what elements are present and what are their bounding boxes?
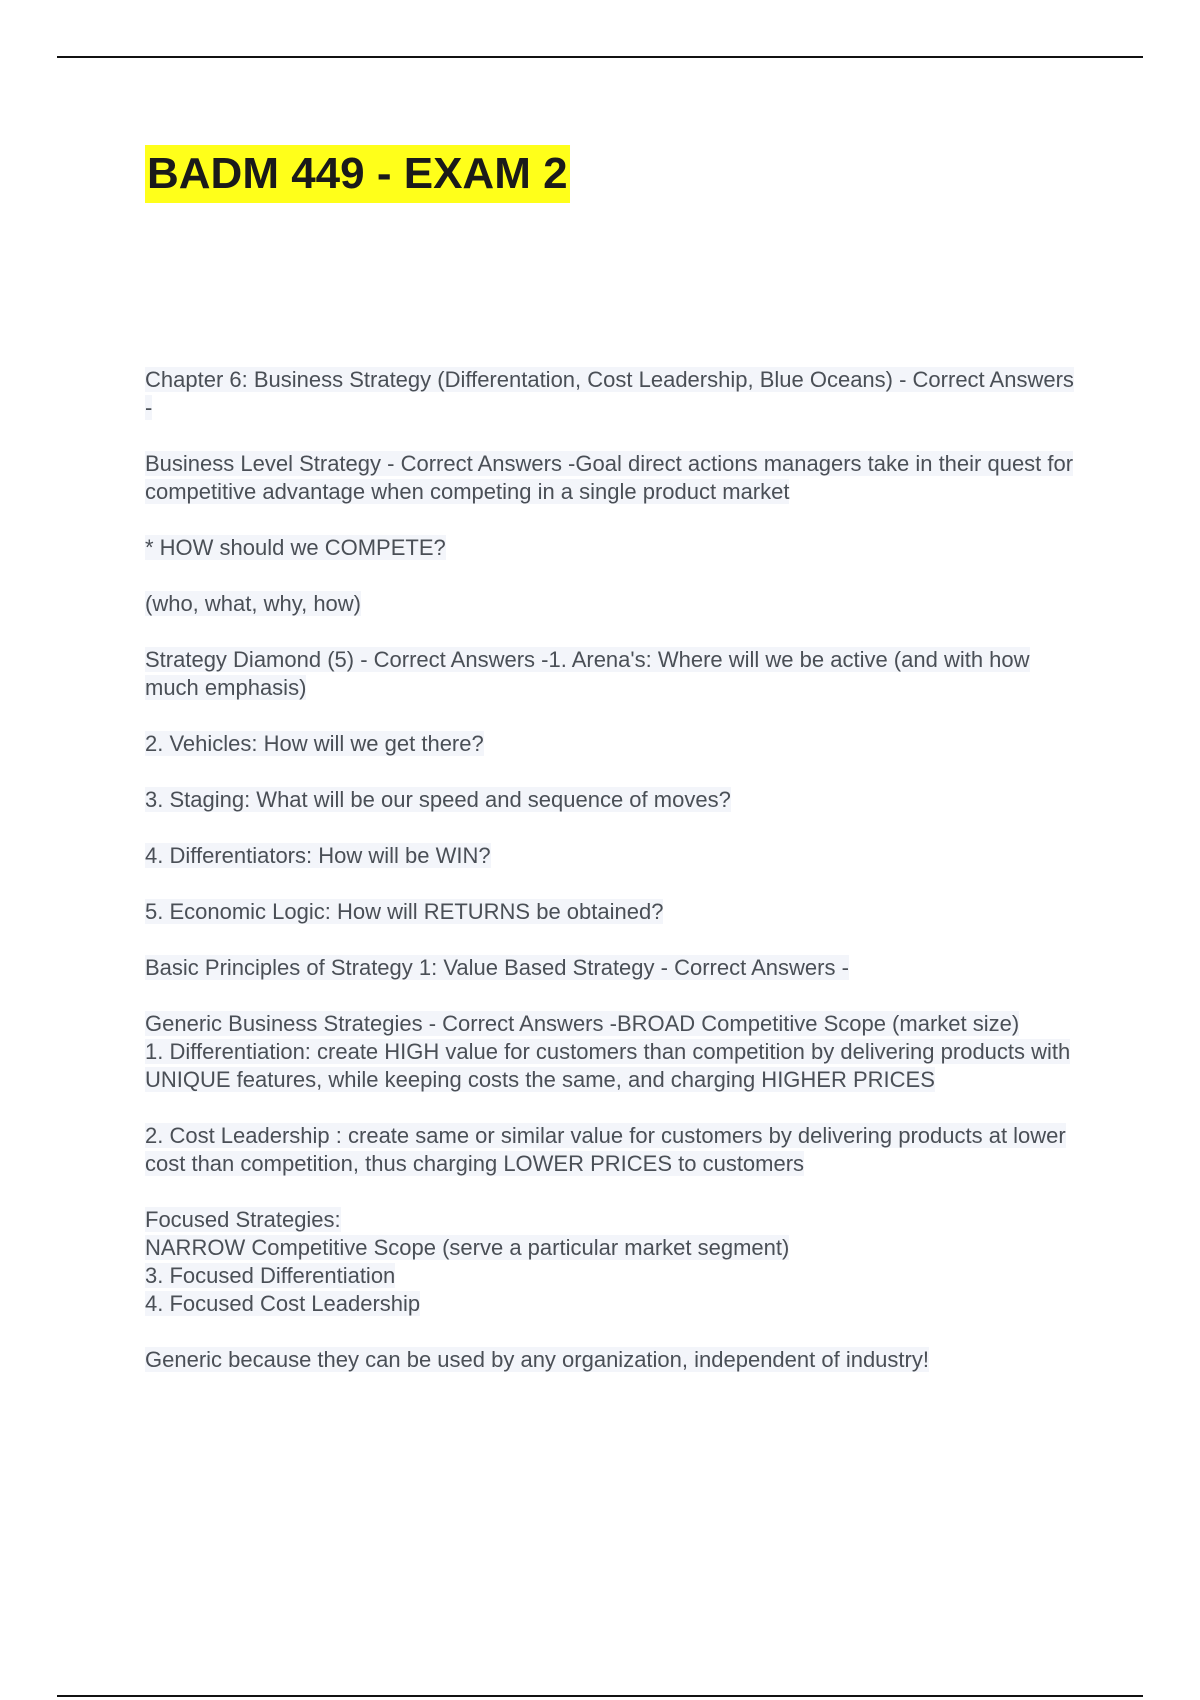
document-title: BADM 449 - EXAM 2 [145,145,570,203]
paragraph-chapter-heading [145,366,1080,422]
paragraph-text: Business Level Strategy - Correct Answers -Goal direct actions managers take in their quest for competitive advantage when competing in a single product market [145,451,1074,504]
paragraph-vehicles [145,730,1080,758]
paragraph-economic-logic [145,898,1080,926]
paragraph-how-compete [145,534,1080,562]
paragraph-text: 2. Vehicles: How will we get there? [145,731,484,756]
paragraph-text: Generic because they can be used by any organization, independent of industry! [145,1347,929,1372]
document-body [145,366,1080,1402]
paragraph-closing [145,1346,1080,1374]
top-rule [57,56,1143,58]
paragraph-strategy-diamond [145,646,1080,702]
generic-item-differentiation: 1. Differentiation: create HIGH value for customers than competition by delivering products with UNIQUE features, while keeping costs the same, and charging HIGHER PRICES [145,1039,1071,1092]
paragraph-basic-principles [145,954,1080,982]
paragraph-staging [145,786,1080,814]
paragraph-text: * HOW should we COMPETE? [145,535,446,560]
paragraph-text: Basic Principles of Strategy 1: Value Based Strategy - Correct Answers - [145,955,849,980]
bottom-rule [57,1695,1143,1697]
paragraph-text: 5. Economic Logic: How will RETURNS be obtained? [145,899,664,924]
focused-scope: NARROW Competitive Scope (serve a particular market segment) [145,1235,790,1260]
focused-item-differentiation: 3. Focused Differentiation [145,1263,396,1288]
paragraph-who-what [145,590,1080,618]
focused-item-cost-leadership: 4. Focused Cost Leadership [145,1291,421,1316]
paragraph-generic-strategies [145,1010,1080,1094]
focused-heading: Focused Strategies: [145,1207,341,1232]
paragraph-text: Chapter 6: Business Strategy (Differentation, Cost Leadership, Blue Oceans) - Correct Answers - [145,367,1074,420]
paragraph-business-level-strategy [145,450,1080,506]
paragraph-text: Strategy Diamond (5) - Correct Answers -1. Arena's: Where will we be active (and with how much emphasis) [145,647,1030,700]
generic-intro: Generic Business Strategies - Correct Answers -BROAD Competitive Scope (market size) [145,1011,1020,1036]
paragraph-differentiators [145,842,1080,870]
paragraph-text: 2. Cost Leadership : create same or similar value for customers by delivering products at lower cost than competition, thus charging LOWER PRICES to customers [145,1123,1066,1176]
paragraph-text: (who, what, why, how) [145,591,362,616]
paragraph-cost-leadership [145,1122,1080,1178]
paragraph-text: 4. Differentiators: How will be WIN? [145,843,491,868]
paragraph-text: 3. Staging: What will be our speed and sequence of moves? [145,787,731,812]
title-container [145,145,570,203]
paragraph-focused-strategies [145,1206,1080,1318]
